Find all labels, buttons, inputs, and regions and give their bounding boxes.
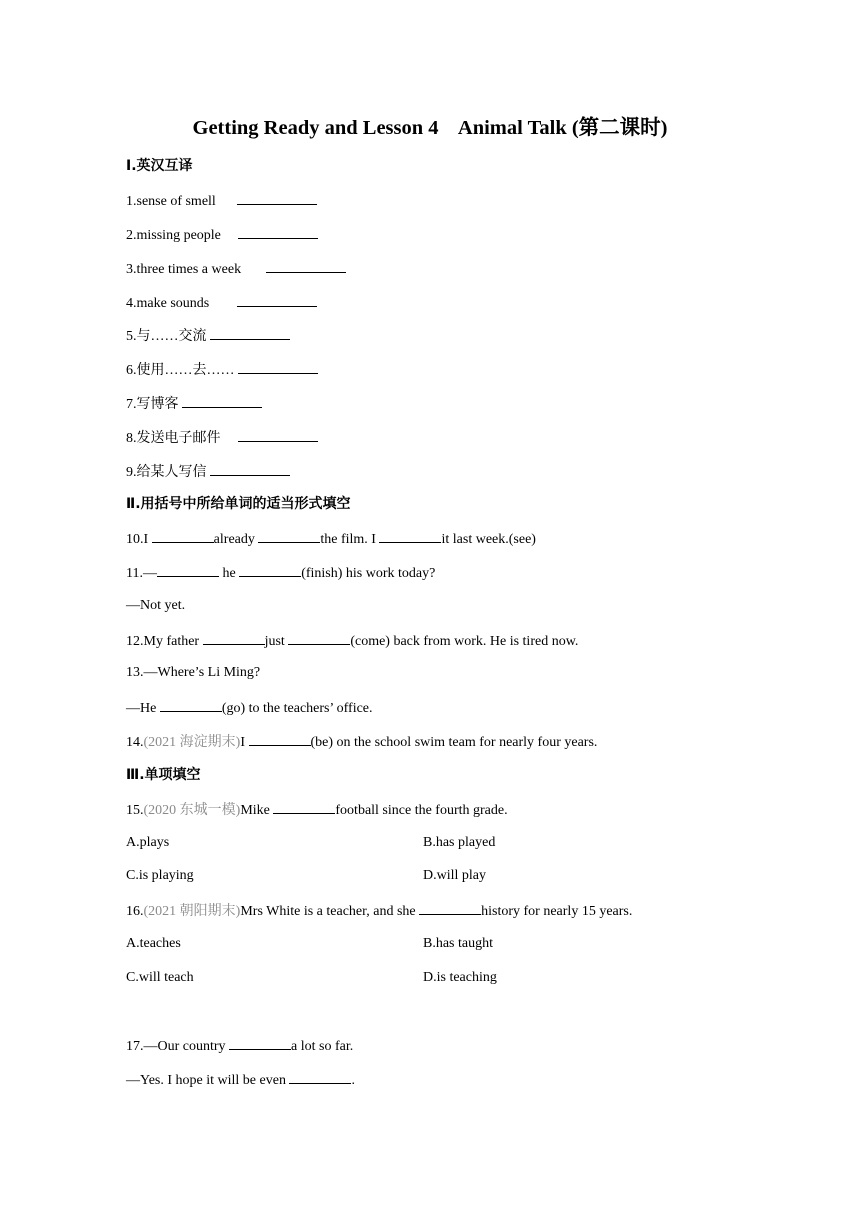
- question-5: 5.与……交流: [126, 326, 290, 346]
- option-c[interactable]: C.is playing: [126, 868, 194, 883]
- page-title: Getting Ready and Lesson 4 Animal Talk (第二课时): [192, 117, 668, 139]
- question-13: 13.—Where’s Li Ming?: [126, 665, 261, 680]
- answer-blank[interactable]: [160, 698, 222, 712]
- answer-blank[interactable]: [152, 529, 214, 543]
- answer-blank[interactable]: [249, 732, 311, 746]
- answer-line-11: —Not yet.: [126, 598, 186, 613]
- answer-blank[interactable]: [289, 1070, 351, 1084]
- section-heading-3: Ⅲ.单项填空: [126, 767, 201, 783]
- question-1: 1.sense of smell: [126, 191, 317, 211]
- answer-blank[interactable]: [182, 394, 262, 408]
- answer-blank[interactable]: [210, 462, 290, 476]
- answer-blank[interactable]: [238, 225, 318, 239]
- question-9: 9.给某人写信: [126, 462, 290, 482]
- option-d[interactable]: D.is teaching: [423, 970, 497, 985]
- source-note: (2021 朝阳期末): [143, 904, 241, 919]
- question-11: 11.— he (finish) his work today?: [126, 563, 435, 583]
- source-note: (2021 海淀期末): [143, 735, 241, 750]
- option-a[interactable]: A.plays: [126, 835, 170, 850]
- answer-blank[interactable]: [238, 428, 318, 442]
- answer-blank[interactable]: [238, 360, 318, 374]
- question-17: 17.—Our country a lot so far.: [126, 1036, 353, 1056]
- question-16: 16.(2021 朝阳期末)Mrs White is a teacher, and she history for nearly 15 years.: [126, 901, 632, 921]
- option-a[interactable]: A.teaches: [126, 936, 181, 951]
- question-8: 8.发送电子邮件: [126, 428, 318, 448]
- option-c[interactable]: C.will teach: [126, 970, 194, 985]
- option-d[interactable]: D.will play: [423, 868, 486, 883]
- section-heading-1: Ⅰ.英汉互译: [126, 158, 193, 174]
- answer-line-13: —He (go) to the teachers’ office.: [126, 698, 373, 718]
- answer-blank[interactable]: [379, 529, 441, 543]
- answer-blank[interactable]: [266, 259, 346, 273]
- question-2: 2.missing people: [126, 225, 318, 245]
- answer-blank[interactable]: [258, 529, 320, 543]
- answer-blank[interactable]: [237, 191, 317, 205]
- answer-blank[interactable]: [210, 326, 290, 340]
- answer-blank[interactable]: [419, 901, 481, 915]
- question-7: 7.写博客: [126, 394, 262, 414]
- section-heading-2: Ⅱ.用括号中所给单词的适当形式填空: [126, 496, 351, 512]
- question-10: 10.I already the film. I it last week.(see): [126, 529, 536, 549]
- answer-blank[interactable]: [203, 631, 265, 645]
- option-b[interactable]: B.has taught: [423, 936, 493, 951]
- question-14: 14.(2021 海淀期末)I (be) on the school swim team for nearly four years.: [126, 732, 597, 752]
- question-12: 12.My father just (come) back from work. He is tired now.: [126, 631, 578, 651]
- question-3: 3.three times a week: [126, 259, 346, 279]
- option-b[interactable]: B.has played: [423, 835, 496, 850]
- question-15: 15.(2020 东城一模)Mike football since the fourth grade.: [126, 800, 508, 820]
- answer-line-17: —Yes. I hope it will be even .: [126, 1070, 355, 1090]
- source-note: (2020 东城一模): [143, 803, 241, 818]
- answer-blank[interactable]: [288, 631, 350, 645]
- answer-blank[interactable]: [239, 563, 301, 577]
- answer-blank[interactable]: [237, 293, 317, 307]
- question-6: 6.使用……去……: [126, 360, 318, 380]
- question-4: 4.make sounds: [126, 293, 317, 313]
- answer-blank[interactable]: [229, 1036, 291, 1050]
- answer-blank[interactable]: [273, 800, 335, 814]
- answer-blank[interactable]: [157, 563, 219, 577]
